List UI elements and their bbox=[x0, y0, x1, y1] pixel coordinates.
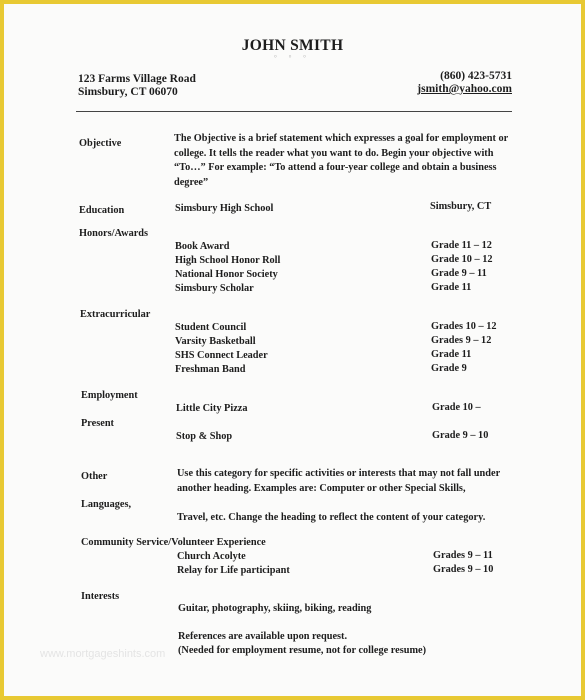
honor-item-name: Book Award bbox=[175, 241, 230, 252]
address-line-2: Simsbury, CT 06070 bbox=[78, 86, 178, 98]
other-label: Other bbox=[81, 471, 108, 482]
community-item-name: Church Acolyte bbox=[177, 551, 246, 562]
resume-name: JOHN SMITH bbox=[241, 37, 344, 54]
extracurricular-item-grade: Grade 11 bbox=[431, 349, 472, 360]
education-location: Simsbury, CT bbox=[430, 201, 492, 212]
community-item-grade: Grades 9 – 10 bbox=[433, 564, 494, 575]
present-label: Present bbox=[81, 418, 114, 429]
education-label: Education bbox=[79, 205, 125, 216]
honor-item-grade: Grade 10 – 12 bbox=[431, 254, 493, 265]
name-ornament: ° ° ° bbox=[274, 54, 311, 62]
community-item-grade: Grades 9 – 11 bbox=[433, 550, 493, 561]
phone-number: (860) 423-5731 bbox=[440, 70, 512, 82]
languages-label: Languages, bbox=[81, 499, 132, 510]
employment-item-name: Stop & Shop bbox=[176, 431, 233, 442]
community-item-name: Relay for Life participant bbox=[177, 565, 290, 576]
address-line-1: 123 Farms Village Road bbox=[78, 73, 196, 85]
extracurricular-label: Extracurricular bbox=[80, 309, 151, 320]
objective-label: Objective bbox=[79, 138, 122, 149]
employment-item-name: Little City Pizza bbox=[176, 403, 248, 414]
other-text: Use this category for specific activities or interests that may not fall under another heading. Examples are: Computer or other Special Skills, bbox=[177, 468, 500, 494]
honor-item-grade: Grade 11 bbox=[431, 282, 472, 293]
employment-item-grade: Grade 9 – 10 bbox=[432, 430, 489, 441]
honor-item-name: National Honor Society bbox=[175, 269, 278, 280]
extracurricular-item-grade: Grade 9 bbox=[431, 363, 467, 374]
extracurricular-item-name: Freshman Band bbox=[175, 364, 246, 375]
community-service-label: Community Service/Volunteer Experience bbox=[81, 537, 266, 548]
references-line-1: References are available upon request. bbox=[178, 631, 348, 642]
education-school: Simsbury High School bbox=[175, 203, 274, 214]
employment-label: Employment bbox=[81, 390, 138, 401]
honor-item-name: Simsbury Scholar bbox=[175, 283, 254, 294]
interests-text: Guitar, photography, skiing, biking, reading bbox=[178, 603, 372, 614]
honors-label: Honors/Awards bbox=[79, 228, 149, 239]
objective-text: The Objective is a brief statement which expresses a goal for employment or college. It tells the reader what you want to do. Begin your objective with “To…” For example: “To attend a four-year college and obtain a business degree” bbox=[174, 133, 509, 188]
extracurricular-item-name: Student Council bbox=[175, 322, 247, 333]
extracurricular-item-name: SHS Connect Leader bbox=[175, 350, 268, 361]
watermark-text: www.mortgageshints.com bbox=[40, 648, 166, 660]
interests-label: Interests bbox=[81, 591, 120, 602]
employment-item-grade: Grade 10 – bbox=[432, 402, 481, 413]
honor-item-grade: Grade 11 – 12 bbox=[431, 240, 492, 251]
extracurricular-item-name: Varsity Basketball bbox=[175, 336, 256, 347]
other-text-continued: Travel, etc. Change the heading to reflect the content of your category. bbox=[177, 512, 486, 523]
honor-item-grade: Grade 9 – 11 bbox=[431, 268, 487, 279]
extracurricular-item-grade: Grades 10 – 12 bbox=[431, 321, 497, 332]
email-address[interactable]: jsmith@yahoo.com bbox=[417, 83, 512, 95]
extracurricular-item-grade: Grades 9 – 12 bbox=[431, 335, 492, 346]
references-line-2: (Needed for employment resume, not for college resume) bbox=[178, 645, 427, 656]
header-divider bbox=[76, 111, 512, 112]
honor-item-name: High School Honor Roll bbox=[175, 255, 281, 266]
resume-page bbox=[4, 4, 581, 696]
